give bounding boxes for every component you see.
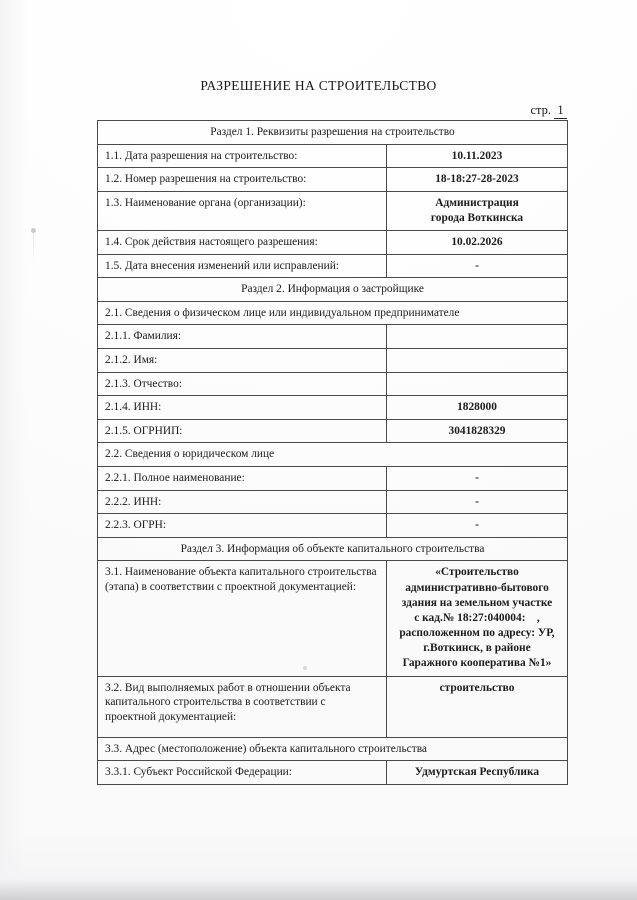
table-row xyxy=(98,121,568,145)
scan-artifact-streak xyxy=(33,233,34,267)
table-row xyxy=(98,676,568,737)
table-row xyxy=(98,514,568,538)
row-label: 1.3. Наименование органа (организации): xyxy=(98,191,387,230)
row-label: 1.1. Дата разрешения на строительство: xyxy=(98,144,387,168)
row-value: строительство xyxy=(387,676,568,737)
table-row xyxy=(98,490,568,514)
row-label: 1.2. Номер разрешения на строительство: xyxy=(98,168,387,192)
row-value: - xyxy=(387,467,568,491)
row-value-line: расположенном по адресу: УР, xyxy=(399,627,555,640)
row-value: 1828000 xyxy=(387,396,568,420)
table-row xyxy=(98,419,568,443)
table-row xyxy=(98,537,568,561)
row-value: Удмуртская Республика xyxy=(387,761,568,785)
row-value-lines xyxy=(394,565,560,671)
table-row xyxy=(98,231,568,255)
table-row xyxy=(98,396,568,420)
row-value: - xyxy=(387,254,568,278)
table-row xyxy=(98,191,568,230)
row-value: 3041828329 xyxy=(387,419,568,443)
document-title: РАЗРЕШЕНИЕ НА СТРОИТЕЛЬСТВО xyxy=(200,78,437,93)
row-label: 2.1.4. ИНН: xyxy=(98,396,387,420)
row-value-line: г.Воткинск, в районе xyxy=(423,642,531,655)
table-row xyxy=(98,467,568,491)
row-value-line: административно-бытового xyxy=(405,581,549,594)
scan-edge-shading-bottom xyxy=(0,830,637,900)
table-row xyxy=(98,254,568,278)
table-row xyxy=(98,737,568,761)
row-label: 2.1.1. Фамилия: xyxy=(98,325,387,349)
row-label: 1.5. Дата внесения изменений или исправлений: xyxy=(98,254,387,278)
row-value-line: здания на земельном участке xyxy=(401,596,553,609)
table-row xyxy=(98,761,568,785)
table-row xyxy=(98,278,568,302)
page-label: стр. xyxy=(530,103,551,117)
table-row xyxy=(98,144,568,168)
row-label: 2.1.3. Отчество: xyxy=(98,372,387,396)
table-row xyxy=(98,301,568,325)
row-value: 18-18:27-28-2023 xyxy=(387,168,568,192)
row-label: 1.4. Срок действия настоящего разрешения: xyxy=(98,231,387,255)
row-value xyxy=(387,561,568,676)
subsection-header-cell: 2.1. Сведения о физическом лице или индивидуальном предпринимателе xyxy=(98,301,568,325)
scan-artifact-speck xyxy=(31,228,36,233)
row-label: 2.1.2. Имя: xyxy=(98,349,387,373)
row-label: 3.3.1. Субъект Российской Федерации: xyxy=(98,761,387,785)
row-value-line: Гаражного кооператива №1» xyxy=(402,657,552,670)
row-label: 3.1. Наименование объекта капитального строительства (этапа) в соответствии с проектной документацией: xyxy=(98,561,387,676)
subsection-header-cell: 2.2. Сведения о юридическом лице xyxy=(98,443,568,467)
row-label: 2.2.3. ОГРН: xyxy=(98,514,387,538)
scan-edge-shading-left xyxy=(0,0,26,900)
permit-table xyxy=(97,120,568,785)
row-value: - xyxy=(387,514,568,538)
table-row xyxy=(98,443,568,467)
table-row xyxy=(98,325,568,349)
row-value xyxy=(387,349,568,373)
row-value-line: с кад.№ 18:27:040004: , xyxy=(414,611,540,624)
table-row xyxy=(98,349,568,373)
page-number-marker xyxy=(0,103,567,119)
row-label: 2.2.1. Полное наименование: xyxy=(98,467,387,491)
row-value-line: «Строительство xyxy=(435,566,519,579)
section-header-cell: Раздел 3. Информация об объекте капитального строительства xyxy=(98,537,568,561)
row-value: 10.11.2023 xyxy=(387,144,568,168)
row-value xyxy=(387,191,568,230)
row-label: 2.1.5. ОГРНИП: xyxy=(98,419,387,443)
row-value: 10.02.2026 xyxy=(387,231,568,255)
row-value: - xyxy=(387,490,568,514)
row-value-line: Администрация xyxy=(435,196,519,209)
table-row xyxy=(98,372,568,396)
table-row xyxy=(98,561,568,676)
row-value xyxy=(387,325,568,349)
row-label: 3.2. Вид выполняемых работ в отношении объекта капитального строительства в соответствии с проектной документацией: xyxy=(98,676,387,737)
row-label: 2.2.2. ИНН: xyxy=(98,490,387,514)
row-value xyxy=(387,372,568,396)
subsection-header-cell: 3.3. Адрес (местоположение) объекта капитального строительства xyxy=(98,737,568,761)
section-header-cell: Раздел 1. Реквизиты разрешения на строительство xyxy=(98,121,568,145)
row-value-line: города Воткинска xyxy=(430,211,524,224)
page-number-value: 1 xyxy=(554,103,567,119)
table-row xyxy=(98,168,568,192)
row-value-lines xyxy=(394,196,560,226)
section-header-cell: Раздел 2. Информация о застройщике xyxy=(98,278,568,302)
